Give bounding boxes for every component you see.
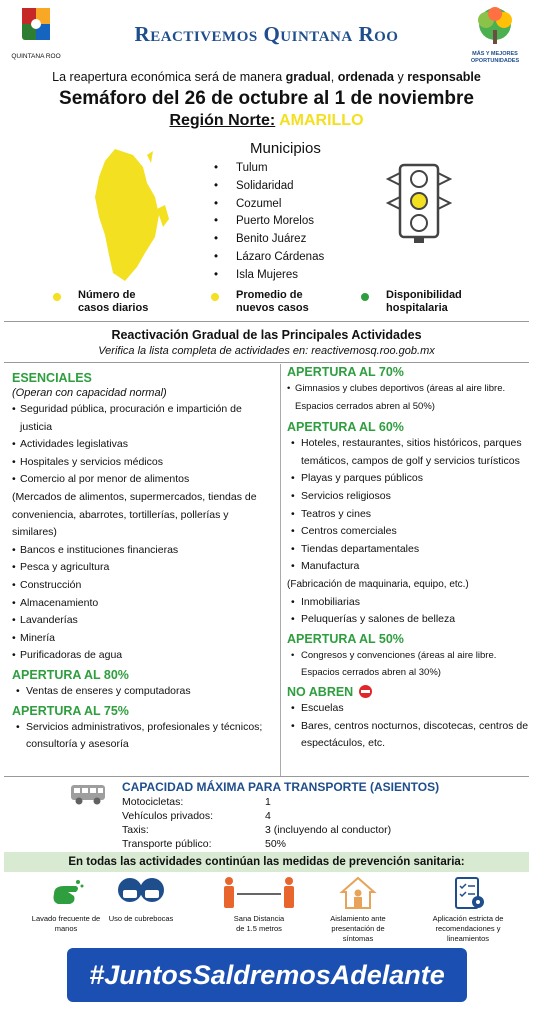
facemask-icon: [116, 876, 166, 910]
indicator-casos-diarios: Número de casos diarios: [78, 289, 148, 315]
apertura-80-title: APERTURA AL 80%: [12, 667, 129, 682]
transporte-row: Transporte público: 50%: [122, 838, 287, 850]
no-abren-title: NO ABREN: [287, 684, 532, 700]
apertura-50-list: [287, 647, 532, 682]
logo-text: MÁS Y MEJORES OPORTUNIDADES: [470, 51, 520, 64]
list-item: • Tiendas departamentales: [287, 541, 532, 559]
list-item: • Hoteles, restaurantes, sitios históricos, parques temáticos, campos de golf y servicios turísticos: [287, 435, 532, 470]
social-distance-icon: [219, 876, 299, 910]
checklist-icon: [448, 876, 488, 910]
list-item: • Manufactura: [287, 558, 532, 576]
yellow-dot-icon: [211, 293, 219, 301]
list-item: • Bares, centros nocturnos, discotecas, centros de espectáculos, etc.: [287, 718, 532, 753]
list-item: • Playas y parques públicos: [287, 470, 532, 488]
municipio-item: • Puerto Morelos: [214, 213, 324, 231]
left-column: [12, 370, 274, 754]
divider: [4, 321, 529, 322]
intro-text: La reapertura económica será de manera gradual, ordenada y responsable: [52, 70, 481, 84]
esenciales-title: ESENCIALES: [12, 371, 92, 385]
list-item: • Gimnasios y clubes deportivos (áreas al aire libre. Espacios cerrados abren al 50%): [287, 380, 532, 415]
region-map: [85, 145, 185, 285]
esenciales-list-2: [12, 542, 274, 665]
apertura-60-list-2: [287, 594, 532, 629]
hand-washing-item: Lavado frecuente de manos: [16, 876, 116, 934]
apertura-60-title: APERTURA AL 60%: [287, 420, 404, 435]
apertura-75-title: APERTURA AL 75%: [12, 703, 129, 718]
municipio-item: • Benito Juárez: [214, 231, 324, 249]
column-divider: [280, 364, 281, 776]
guidelines-item: Aplicación estricta de recomendaciones y lineamientos: [418, 876, 518, 944]
list-item: • Bancos e instituciones financieras: [12, 542, 274, 560]
transporte-row: Vehículos privados: 4: [122, 810, 271, 822]
list-item: • Servicios administrativos, profesionales y técnicos; consultoría y asesoría: [12, 719, 274, 754]
traffic-light-icon: [386, 163, 452, 243]
list-item: • Minería: [12, 630, 274, 648]
list-item: • Lavanderías: [12, 612, 274, 630]
no-entry-icon: [359, 685, 372, 698]
no-abren-list: [287, 700, 532, 753]
municipio-item: • Solidaridad: [214, 178, 324, 196]
apertura-50-title: APERTURA AL 50%: [287, 631, 404, 646]
house-icon: [338, 876, 378, 910]
mas-oportunidades-logo: [466, 6, 524, 62]
list-item: • Hospitales y servicios médicos: [12, 454, 274, 472]
facemask-item: Uso de cubrebocas: [91, 876, 191, 924]
municipio-item: • Cozumel: [214, 196, 324, 214]
indicators: [0, 289, 533, 319]
transporte-title: CAPACIDAD MÁXIMA PARA TRANSPORTE (ASIENTOS): [122, 780, 440, 794]
list-item: • Construcción: [12, 577, 274, 595]
reactivacion-title: Reactivación Gradual de las Principales Actividades: [111, 328, 422, 342]
municipio-item: • Isla Mujeres: [214, 267, 324, 285]
municipio-item: • Lázaro Cárdenas: [214, 249, 324, 267]
divider: [4, 776, 529, 777]
list-item: • Almacenamiento: [12, 595, 274, 613]
list-item: • Seguridad pública, procuración e impartición de justicia: [12, 401, 274, 436]
transporte-row: Motocicletas: 1: [122, 796, 271, 808]
isolation-item: Aislamiento ante presentación de síntomas: [308, 876, 408, 944]
apertura-80-list: [12, 683, 274, 701]
right-column: [287, 364, 532, 753]
list-item: • Teatros y cines: [287, 506, 532, 524]
apertura-70-title: APERTURA AL 70%: [287, 365, 404, 379]
distance-item: Sana Distancia de 1.5 metros: [209, 876, 309, 934]
apertura-70-list: [287, 380, 532, 415]
prevencion-banner: En todas las actividades continúan las medidas de prevención sanitaria:: [4, 852, 529, 872]
list-item: • Purificadoras de agua: [12, 647, 274, 665]
indicator-disponibilidad: Disponibilidad hospitalaria: [386, 289, 462, 315]
apertura-75-list: [12, 719, 274, 754]
apertura-60-list: [287, 435, 532, 576]
logo-text: QUINTANA ROO: [11, 53, 61, 60]
esenciales-subtitle: (Operan con capacidad normal): [12, 387, 167, 399]
esenciales-list: [12, 401, 274, 489]
list-item: • Actividades legislativas: [12, 436, 274, 454]
yellow-dot-icon: [53, 293, 61, 301]
semaforo-dates: Semáforo del 26 de octubre al 1 de noviembre: [59, 88, 474, 109]
list-item: • Peluquerías y salones de belleza: [287, 611, 532, 629]
hashtag-banner: #JuntosSaldremosAdelante: [67, 948, 467, 1002]
transporte-row: Taxis: 3 (incluyendo al conductor): [122, 824, 392, 836]
list-item: • Congresos y convenciones (áreas al aire libre. Espacios cerrados abren al 30%): [287, 647, 532, 682]
list-item: • Comercio al por menor de alimentos: [12, 471, 274, 489]
list-item: • Ventas de enseres y computadoras: [12, 683, 274, 701]
municipios-list: [214, 160, 324, 285]
reactivacion-subtitle: Verifica la lista completa de actividades en: reactivemosq.roo.gob.mx: [98, 345, 435, 357]
list-item: • Centros comerciales: [287, 523, 532, 541]
list-item: • Inmobiliarias: [287, 594, 532, 612]
transporte-table: [122, 795, 452, 851]
indicator-nuevos-casos: Promedio de nuevos casos: [236, 289, 309, 315]
list-item: • Escuelas: [287, 700, 532, 718]
divider: [4, 362, 529, 363]
esenciales-note: (Mercados de alimentos, supermercados, tiendas de conveniencia, abarrotes, tortillerías, pollerías y similares): [12, 490, 257, 539]
list-item: • Pesca y agricultura: [12, 559, 274, 577]
region-status: Región Norte: AMARILLO: [169, 112, 364, 129]
page-title: Reactivemos Quintana Roo: [134, 22, 399, 46]
municipios-title: Municipios: [250, 140, 321, 157]
apertura-60-note: (Fabricación de maquinaria, equipo, etc.): [287, 578, 469, 590]
green-dot-icon: [361, 293, 369, 301]
municipio-item: • Tulum: [214, 160, 324, 178]
list-item: • Servicios religiosos: [287, 488, 532, 506]
bus-icon: [70, 784, 106, 806]
hand-washing-icon: [46, 876, 86, 910]
